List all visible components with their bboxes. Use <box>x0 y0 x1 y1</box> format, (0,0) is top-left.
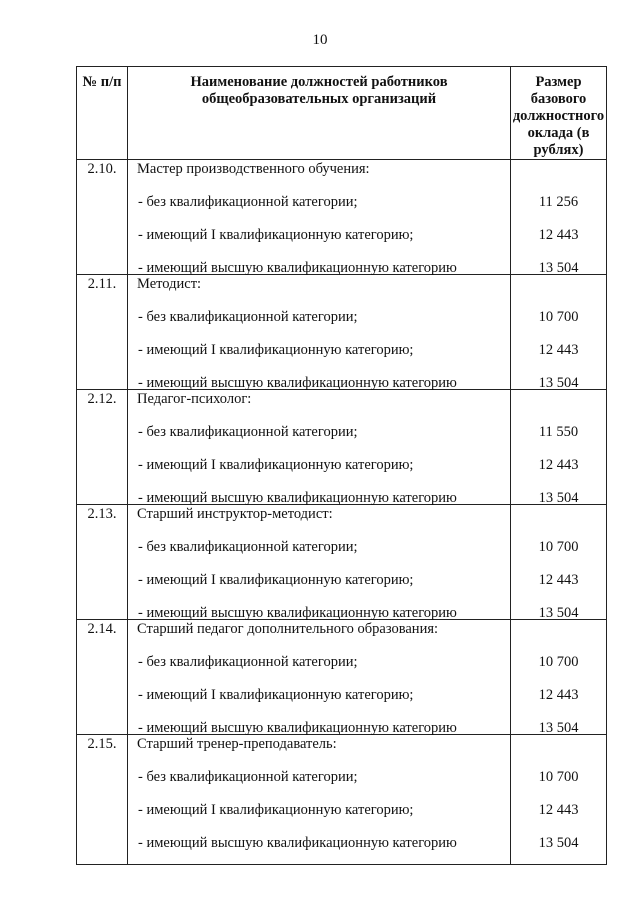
table-row <box>77 275 607 390</box>
table-row <box>77 390 607 505</box>
salary-value: 11 550 <box>538 424 579 440</box>
salary-value: 12 443 <box>538 687 579 703</box>
row-number: 2.10. <box>77 160 128 275</box>
salary-value: 12 443 <box>538 227 579 243</box>
category-label: - имеющий I квалификационную категорию; <box>138 802 414 818</box>
salary-value: 13 504 <box>538 490 579 506</box>
salary-cell <box>511 735 607 865</box>
position-title: Мастер производственного обучения: <box>137 161 370 177</box>
category-label: - имеющий высшую квалификационную категорию <box>138 605 457 621</box>
category-label: - имеющий I квалификационную категорию; <box>138 227 414 243</box>
position-cell <box>128 275 511 390</box>
category-label: - имеющий I квалификационную категорию; <box>138 457 414 473</box>
category-label: - без квалификационной категории; <box>138 539 358 555</box>
category-label: - без квалификационной категории; <box>138 194 358 210</box>
row-number: 2.12. <box>77 390 128 505</box>
salary-value: 12 443 <box>538 802 579 818</box>
salary-value: 13 504 <box>538 605 579 621</box>
salary-value: 12 443 <box>538 342 579 358</box>
salary-cell <box>511 160 607 275</box>
category-label: - имеющий высшую квалификационную категорию <box>138 835 457 851</box>
salary-value: 10 700 <box>538 309 579 325</box>
category-label: - имеющий высшую квалификационную категорию <box>138 720 457 736</box>
header-num: № п/п <box>77 67 128 160</box>
salary-value: 13 504 <box>538 375 579 391</box>
row-number: 2.15. <box>77 735 128 865</box>
position-title: Старший педагог дополнительного образования: <box>137 621 439 637</box>
salary-cell <box>511 390 607 505</box>
page-number: 10 <box>312 32 328 48</box>
header-name: Наименование должностей работников общеобразовательных организаций <box>128 67 511 160</box>
table-row <box>77 505 607 620</box>
salary-cell <box>511 275 607 390</box>
salary-value: 10 700 <box>538 769 579 785</box>
salary-value: 12 443 <box>538 572 579 588</box>
salary-value: 12 443 <box>538 457 579 473</box>
position-cell <box>128 735 511 865</box>
salary-cell <box>511 505 607 620</box>
row-number: 2.13. <box>77 505 128 620</box>
row-number: 2.14. <box>77 620 128 735</box>
salary-value: 13 504 <box>538 260 579 276</box>
category-label: - имеющий I квалификационную категорию; <box>138 572 414 588</box>
category-label: - без квалификационной категории; <box>138 769 358 785</box>
position-title: Старший инструктор-методист: <box>137 506 333 522</box>
salary-value: 13 504 <box>538 720 579 736</box>
table-row <box>77 735 607 865</box>
category-label: - без квалификационной категории; <box>138 424 358 440</box>
position-title: Педагог-психолог: <box>137 391 252 407</box>
position-cell <box>128 390 511 505</box>
position-title: Старший тренер-преподаватель: <box>137 736 337 752</box>
salary-cell <box>511 620 607 735</box>
salary-value: 13 504 <box>538 835 579 851</box>
category-label: - без квалификационной категории; <box>138 654 358 670</box>
salary-value: 10 700 <box>538 654 579 670</box>
category-label: - имеющий I квалификационную категорию; <box>138 687 414 703</box>
category-label: - имеющий высшую квалификационную категорию <box>138 490 457 506</box>
position-cell <box>128 620 511 735</box>
position-cell <box>128 160 511 275</box>
salary-table <box>76 66 607 865</box>
salary-value: 11 256 <box>538 194 579 210</box>
table-row <box>77 160 607 275</box>
category-label: - имеющий I квалификационную категорию; <box>138 342 414 358</box>
row-number: 2.11. <box>77 275 128 390</box>
category-label: - без квалификационной категории; <box>138 309 358 325</box>
category-label: - имеющий высшую квалификационную категорию <box>138 375 457 391</box>
salary-value: 10 700 <box>538 539 579 555</box>
category-label: - имеющий высшую квалификационную категорию <box>138 260 457 276</box>
position-title: Методист: <box>137 276 202 292</box>
table-row <box>77 620 607 735</box>
header-salary: Размер базового должностного оклада (в рублях) <box>511 67 607 160</box>
position-cell <box>128 505 511 620</box>
table-header-row <box>77 67 607 160</box>
